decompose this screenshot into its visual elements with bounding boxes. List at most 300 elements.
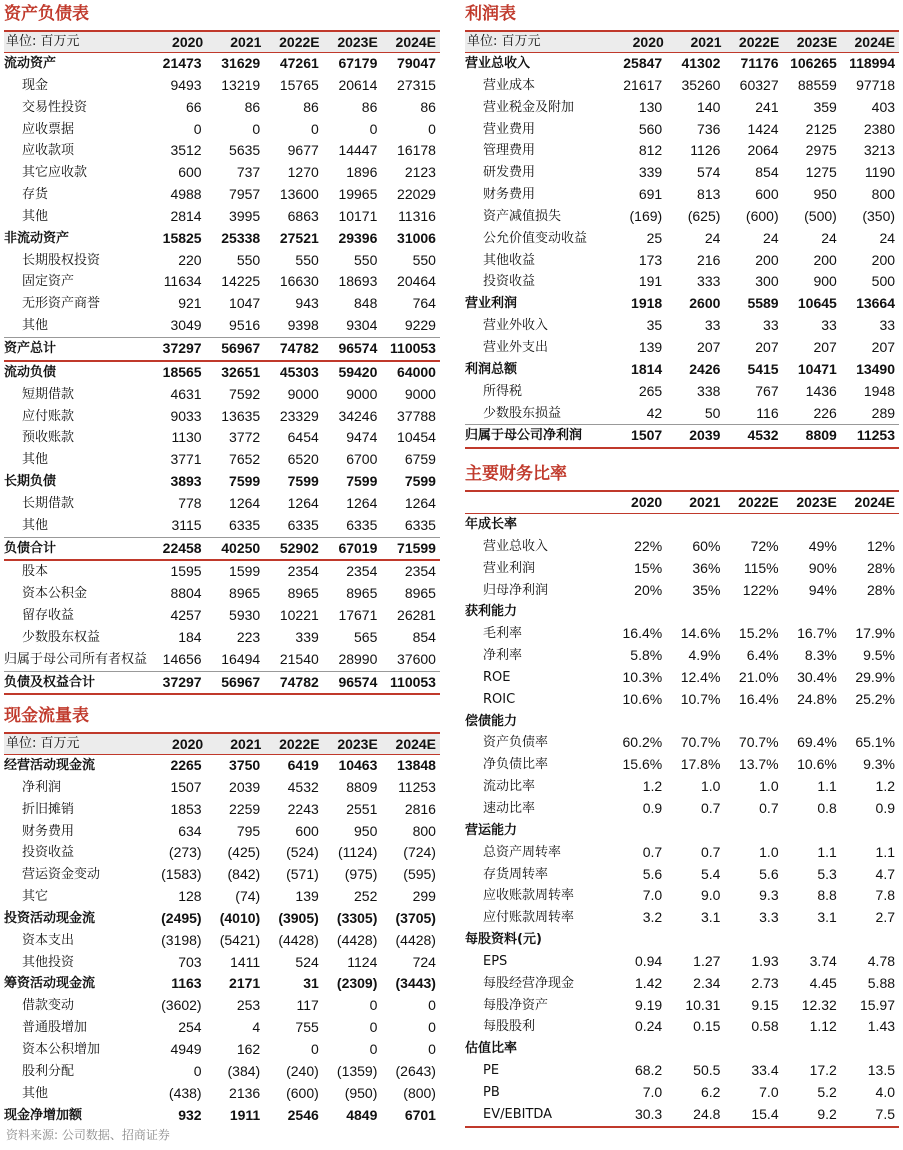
row-value: 10.7% [680, 690, 721, 707]
row-label: 营业利润 [483, 560, 536, 576]
row-value: 0.7 [642, 843, 663, 860]
row-value: 60% [692, 537, 721, 554]
table-row [4, 561, 440, 583]
table-row [4, 537, 440, 562]
row-value: 40250 [221, 539, 261, 556]
row-value: 0.24 [634, 1018, 663, 1035]
row-value: 634 [178, 822, 202, 839]
row-value: 96574 [338, 339, 378, 356]
row-value: 3512 [170, 142, 202, 159]
table-row [4, 515, 440, 537]
row-value: 1047 [229, 295, 261, 312]
row-value: 854 [412, 628, 436, 645]
row-value: 1126 [690, 142, 721, 159]
row-value: 21.0% [738, 668, 779, 685]
table-row [4, 995, 440, 1017]
row-value: 3772 [229, 429, 261, 446]
row-value: 1507 [170, 778, 202, 795]
row-value: 86 [420, 98, 436, 115]
table-row [465, 424, 899, 449]
row-value: 13.7% [738, 756, 779, 773]
row-label: PB [483, 1084, 500, 1100]
table-row [4, 75, 440, 97]
row-value: 13.5 [867, 1062, 896, 1079]
row-value: 1896 [346, 164, 378, 181]
row-value: 20614 [338, 76, 378, 93]
row-value: 33 [879, 317, 896, 334]
row-label: 归属于母公司所有者权益 [4, 651, 147, 667]
row-value: (975) [344, 866, 378, 883]
row-value: 42 [646, 404, 663, 421]
row-label: 负债合计 [4, 540, 57, 556]
row-value: (524) [286, 844, 319, 861]
row-value: 130 [638, 98, 663, 115]
table-row [465, 250, 899, 272]
ratio-group-title: 每股资料(元) [465, 932, 542, 948]
row-value: 500 [871, 273, 896, 290]
row-label: 普通股增加 [22, 1020, 88, 1036]
row-value: 4.78 [867, 952, 896, 969]
row-value: 1.27 [693, 952, 721, 969]
table-row [465, 271, 899, 293]
year-header: 2022E [738, 494, 779, 510]
row-value: 900 [813, 273, 837, 290]
row-value: 110053 [390, 673, 436, 690]
row-value: 4988 [170, 186, 202, 203]
table-row [465, 381, 899, 403]
table-row [4, 427, 440, 449]
row-value: 47261 [279, 55, 319, 71]
table-row [4, 1039, 440, 1061]
row-label: 流动负债 [4, 364, 57, 380]
row-value: (600) [745, 207, 779, 224]
row-value: 241 [755, 98, 779, 115]
row-value: 11253 [398, 778, 436, 795]
row-value: 6701 [404, 1106, 436, 1123]
row-value: 812 [638, 142, 663, 159]
row-value: 200 [813, 251, 837, 268]
table-row [4, 755, 440, 777]
row-label: 资产减值损失 [483, 208, 562, 224]
row-value: 69.4% [797, 734, 837, 751]
row-value: 9.0 [700, 887, 721, 904]
row-value: 200 [755, 251, 779, 268]
row-value: 2354 [287, 563, 319, 580]
row-value: 2125 [805, 120, 837, 137]
table-row [4, 493, 440, 515]
row-value: 1124 [347, 953, 378, 970]
row-value: 15.97 [859, 996, 896, 1013]
row-value: 3.1 [700, 909, 721, 926]
row-label: 研发费用 [483, 165, 536, 181]
row-value: 15.2% [738, 625, 779, 642]
table-row [4, 1083, 440, 1105]
row-value: 1.12 [809, 1018, 837, 1035]
year-header: 2020 [172, 736, 204, 752]
row-value: 162 [236, 1040, 261, 1057]
row-value: 6335 [229, 516, 261, 533]
row-value: 14656 [162, 650, 202, 667]
table-row [465, 53, 899, 75]
row-value: (2309) [336, 975, 378, 992]
row-value: (800) [403, 1084, 436, 1101]
cashflow-panel [4, 702, 440, 1126]
row-value: 115% [743, 559, 779, 576]
row-value: 20% [634, 581, 663, 598]
row-value: 1.1 [817, 778, 837, 795]
row-label: 营业费用 [483, 121, 536, 137]
row-value: 18693 [338, 273, 378, 290]
row-value: 339 [295, 628, 319, 645]
row-value: 13219 [221, 76, 261, 93]
table-row [465, 206, 899, 228]
year-header: 2021 [689, 494, 721, 510]
row-label: 其他收益 [483, 252, 536, 268]
row-label: 流动比率 [483, 779, 536, 795]
row-value: 848 [354, 295, 378, 312]
row-value: 3893 [170, 473, 202, 490]
row-value: 50 [704, 404, 721, 421]
row-value: 15.4 [751, 1105, 779, 1122]
table-row [465, 623, 899, 645]
row-value: 550 [295, 251, 319, 268]
row-value: 800 [871, 186, 896, 203]
table-row [4, 842, 440, 864]
row-label: 资本公积增加 [22, 1041, 101, 1057]
row-label: 预收账款 [22, 430, 75, 446]
row-value: 11634 [163, 273, 202, 290]
row-value: 106265 [790, 55, 837, 71]
row-value: 767 [755, 382, 779, 399]
row-value: (1583) [161, 866, 202, 883]
row-value: 1264 [287, 494, 319, 511]
row-value: (3305) [336, 909, 378, 926]
row-value: 9493 [170, 76, 202, 93]
row-value: 9000 [287, 385, 319, 402]
row-value: 1264 [404, 494, 436, 511]
row-value: 74782 [279, 673, 319, 690]
row-value: 7.8 [875, 887, 896, 904]
row-value: 1.1 [875, 843, 896, 860]
row-value: 13664 [856, 295, 896, 312]
table-row [4, 315, 440, 337]
row-value: 10.3% [622, 668, 663, 685]
table-row [465, 951, 899, 973]
row-value: 9000 [346, 385, 378, 402]
row-label: 所得税 [483, 383, 523, 399]
row-value: 45303 [279, 363, 319, 380]
ratio-group-title: 营运能力 [465, 822, 518, 838]
row-value: 117 [296, 997, 319, 1014]
row-value: 12.4% [680, 668, 721, 685]
row-value: 6419 [287, 757, 319, 773]
row-value: 12% [866, 537, 896, 554]
row-value: 2.73 [751, 974, 779, 991]
row-value: 3.2 [642, 909, 663, 926]
row-value: 950 [813, 186, 837, 203]
row-value: 691 [638, 186, 663, 203]
ratio-rows [465, 514, 899, 1128]
row-value: 3750 [229, 757, 261, 773]
row-value: 6335 [287, 516, 319, 533]
table-row [465, 359, 899, 381]
table-row [4, 777, 440, 799]
table-row [465, 1082, 899, 1104]
year-header: 2020 [631, 494, 663, 510]
table-row [4, 908, 440, 930]
row-value: 1411 [230, 953, 261, 970]
row-value: 1911 [229, 1106, 261, 1123]
row-value: 2546 [287, 1106, 319, 1123]
row-value: 1853 [170, 800, 202, 817]
row-label: 应收票据 [22, 121, 75, 137]
row-label: 其它应收款 [22, 165, 88, 181]
row-label: 归母净利润 [483, 582, 549, 598]
row-value: 0 [428, 997, 436, 1014]
table-row [4, 973, 440, 995]
row-value: 10.6% [797, 756, 837, 773]
row-value: 34246 [338, 407, 378, 424]
row-value: 0 [369, 1019, 378, 1036]
row-label: 归属于母公司净利润 [465, 428, 583, 444]
row-value: 11253 [856, 427, 896, 444]
row-value: 36% [692, 559, 721, 576]
row-value: 52902 [279, 539, 319, 556]
row-value: 5.8% [630, 647, 663, 664]
row-value: 21473 [162, 55, 202, 71]
table-row [4, 952, 440, 974]
row-value: 8.8 [817, 887, 837, 904]
row-label: 投资收益 [22, 845, 75, 861]
row-value: 2814 [170, 207, 202, 224]
row-value: 70.7% [680, 734, 721, 751]
ratios-header-row [465, 492, 899, 514]
row-label: 留存收益 [22, 608, 75, 624]
row-value: (3602) [161, 997, 202, 1014]
row-label: 无形资产商誉 [22, 296, 101, 312]
row-value: 2.34 [693, 974, 721, 991]
row-label: 营业外收入 [483, 318, 549, 334]
table-row [4, 384, 440, 406]
row-value: 90% [808, 559, 837, 576]
row-value: 1.0 [700, 778, 721, 795]
row-value: 207 [871, 338, 896, 355]
row-value: 207 [697, 338, 721, 355]
table-row [4, 1105, 440, 1127]
row-value: 86 [361, 98, 378, 115]
row-value: (625) [687, 207, 721, 224]
row-value: 9.5% [863, 647, 896, 664]
row-value: 14447 [338, 142, 378, 159]
table-row [465, 228, 899, 250]
cashflow-rows [4, 755, 440, 1126]
row-value: (425) [227, 844, 261, 861]
row-value: 289 [871, 404, 896, 421]
row-value: 703 [178, 953, 202, 970]
row-value: 6700 [346, 451, 378, 468]
row-value: 59420 [338, 363, 378, 380]
table-row [4, 250, 440, 272]
row-value: 2064 [747, 142, 779, 159]
row-value: 0 [310, 120, 319, 137]
row-value: 17671 [338, 607, 378, 624]
row-label: 净负债比率 [483, 757, 549, 773]
row-value: 22458 [162, 539, 202, 556]
row-value: (500) [804, 207, 837, 224]
row-value: 140 [697, 98, 721, 115]
ratios-title: 主要财务比率 [465, 460, 899, 492]
row-value: 339 [638, 164, 663, 181]
row-value: 943 [295, 295, 319, 312]
row-value: 7599 [287, 473, 319, 490]
row-value: 31 [303, 975, 319, 992]
row-value: 0 [252, 120, 261, 137]
row-value: 0 [193, 120, 202, 137]
row-value: 37297 [162, 339, 202, 356]
row-label: 净利率 [483, 648, 523, 664]
year-header: 2024E [395, 736, 437, 752]
table-row [4, 97, 440, 119]
table-row [465, 973, 899, 995]
row-label: 长期负债 [4, 474, 57, 490]
row-value: (842) [227, 866, 261, 883]
row-label: 现金 [22, 77, 49, 93]
ratio-group-title: 获利能力 [465, 604, 518, 620]
row-value: 25.2% [855, 690, 896, 707]
row-label: 每股经营净现金 [483, 975, 575, 991]
row-label: 存货 [22, 187, 49, 203]
row-value: 3995 [229, 207, 261, 224]
row-value: 9516 [229, 317, 261, 334]
row-value: 524 [295, 953, 319, 970]
row-value: 25847 [623, 55, 663, 71]
table-row [465, 140, 899, 162]
table-row [465, 776, 899, 798]
row-value: 778 [178, 494, 202, 511]
row-label: 应收账款周转率 [483, 888, 575, 904]
row-value: 0.9 [642, 799, 663, 816]
table-row [4, 206, 440, 228]
row-value: 0 [193, 1062, 202, 1079]
row-value: 9677 [287, 142, 319, 159]
row-label: 经营活动现金流 [4, 758, 96, 773]
row-value: 30.4% [797, 668, 837, 685]
row-value: 253 [236, 997, 261, 1014]
table-row [4, 671, 440, 696]
row-value: 7592 [229, 385, 261, 402]
row-value: (74) [235, 888, 261, 905]
row-value: 0.7 [759, 799, 779, 816]
row-value: 0.9 [875, 799, 896, 816]
row-value: 22029 [397, 186, 436, 203]
row-value: 17.2 [809, 1062, 837, 1079]
row-value: 9.3 [759, 887, 779, 904]
row-value: 12.32 [801, 996, 837, 1013]
row-value: 3213 [863, 142, 896, 159]
row-value: 7957 [229, 186, 261, 203]
row-value: 0 [369, 120, 378, 137]
table-row [465, 97, 899, 119]
row-value: (571) [286, 866, 319, 883]
row-value: 28% [866, 559, 896, 576]
unit-label: 单位: 百万元 [6, 34, 80, 49]
row-label: 负债及权益合计 [4, 674, 96, 690]
row-value: (4428) [278, 931, 319, 948]
row-value: 338 [697, 382, 721, 399]
row-value: 60.2% [622, 734, 663, 751]
row-label: 现金净增加额 [4, 1107, 83, 1123]
row-value: 22% [634, 537, 663, 554]
row-value: 4.7 [875, 865, 896, 882]
income-panel [465, 0, 899, 449]
table-row [4, 1017, 440, 1039]
row-value: 2551 [346, 800, 378, 817]
row-value: 9.3% [863, 756, 896, 773]
row-value: 5.6 [759, 865, 779, 882]
row-value: 24 [763, 229, 779, 246]
row-value: (4428) [395, 931, 436, 948]
year-header: 2023E [337, 736, 378, 752]
row-value: 13635 [221, 407, 261, 424]
row-value: 226 [813, 404, 837, 421]
row-value: 33.4 [751, 1062, 779, 1079]
row-value: 33 [821, 317, 837, 334]
row-value: 3.3 [759, 909, 779, 926]
ratios-header-blank [465, 492, 608, 513]
row-value: 27315 [397, 76, 436, 93]
row-label: 应付账款周转率 [483, 910, 575, 926]
row-value: 5.6 [642, 865, 663, 882]
row-value: 1814 [631, 360, 663, 377]
row-value: (2495) [161, 909, 202, 926]
row-value: 14225 [221, 273, 261, 290]
row-value: 173 [638, 251, 663, 268]
row-value: 3.1 [817, 909, 837, 926]
year-header: 2024E [854, 34, 895, 50]
row-label: 财务费用 [483, 187, 536, 203]
row-value: 3115 [171, 516, 202, 533]
row-value: 600 [178, 164, 202, 181]
row-value: 71599 [397, 539, 436, 556]
row-value: 8965 [229, 585, 261, 602]
row-value: 50.5 [693, 1062, 721, 1079]
row-label: 营业利润 [465, 296, 518, 312]
row-value: 1948 [863, 382, 896, 399]
year-header: 2024E [854, 494, 896, 510]
table-row [465, 885, 899, 907]
row-value: 8.3% [804, 647, 837, 664]
row-value: 5589 [747, 295, 779, 312]
row-label: ROIC [483, 691, 516, 707]
unit-label: 单位: 百万元 [467, 34, 541, 49]
row-value: 6.4% [746, 647, 779, 664]
row-value: 0 [428, 1019, 436, 1036]
row-value: 184 [178, 628, 202, 645]
row-value: 70.7% [738, 734, 779, 751]
row-value: 1.93 [751, 952, 779, 969]
ratio-group-title: 估值比率 [465, 1041, 518, 1057]
row-value: 1270 [287, 164, 319, 181]
row-value: 4.45 [809, 974, 837, 991]
table-row [4, 605, 440, 627]
row-value: 15% [634, 559, 663, 576]
row-value: 403 [871, 98, 896, 115]
row-value: 16.4% [622, 625, 663, 642]
table-row [465, 645, 899, 667]
row-label: 交易性投资 [22, 99, 88, 115]
row-label: 借款变动 [22, 998, 75, 1014]
row-value: 0 [369, 1040, 378, 1057]
